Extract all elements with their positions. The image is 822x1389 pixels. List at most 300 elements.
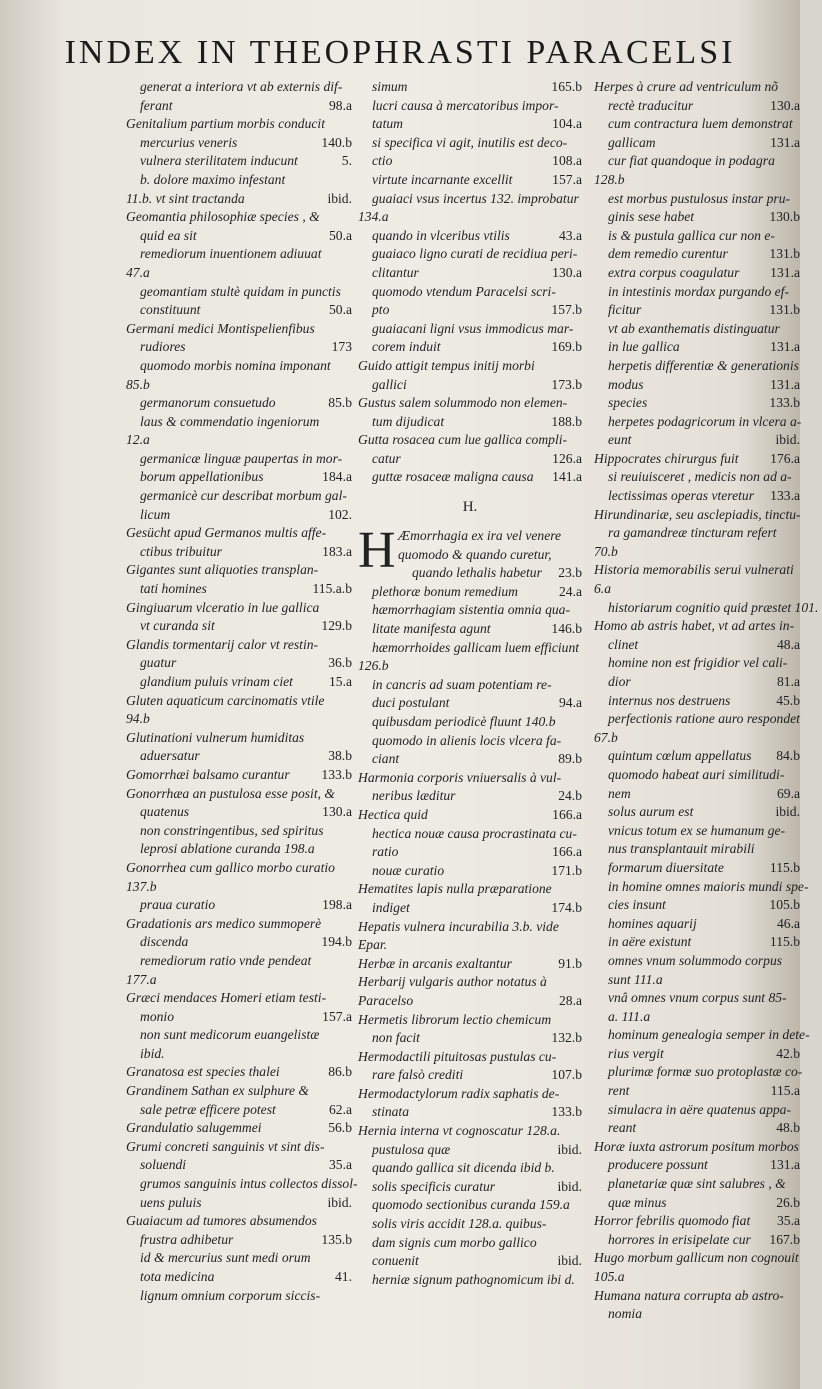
index-entry-line <box>126 1156 352 1175</box>
index-entry-line <box>594 1231 800 1250</box>
entry-text: guatur <box>140 655 177 671</box>
index-entry-line <box>358 264 582 283</box>
index-entry-line <box>126 208 352 227</box>
entry-text: vnicus totum ex se humanum ge- <box>608 822 786 838</box>
entry-reference <box>578 134 582 153</box>
entry-reference <box>348 859 352 878</box>
entry-text: glandium puluis vrinam ciet <box>140 674 293 689</box>
entry-text: neribus læditur <box>372 788 456 804</box>
entry-text: id & mercurius sunt medi orum <box>140 1250 311 1266</box>
entry-text: remediorum inuentionem adiuuat <box>140 246 322 262</box>
entry-text: Gingiuarum vlceratio in lue gallica <box>126 599 320 615</box>
index-entry-line <box>594 617 800 636</box>
entry-text: cur fiat quandoque in podagra <box>608 153 775 169</box>
entry-text: 126.b <box>358 658 389 674</box>
index-entry-line <box>358 1178 582 1197</box>
entry-reference <box>801 506 805 525</box>
entry-text: 177.a <box>126 971 157 987</box>
index-entry-line <box>358 97 582 116</box>
drop-cap-line-1: Æmorrhagia ex ira vel venere <box>398 528 562 544</box>
entry-text: 67.b <box>594 729 618 745</box>
index-entry-line <box>358 918 582 937</box>
entry-reference <box>348 115 352 134</box>
index-entry-line <box>358 843 582 862</box>
entry-text: Gesücht apud Germanos multis affe- <box>126 525 327 541</box>
entry-reference: 183.a <box>322 543 352 559</box>
entry-text: Hematites lapis nulla præparatione <box>358 881 552 897</box>
entry-text: quæ minus <box>608 1194 667 1210</box>
entry-reference <box>348 971 352 990</box>
entry-reference: 166.a <box>552 806 582 822</box>
entry-text: Homo ab astris habet, vt ad artes in- <box>594 618 795 634</box>
entry-reference <box>801 413 805 432</box>
entry-text: ctio <box>372 153 393 169</box>
entry-reference: 56.b <box>328 1120 352 1136</box>
entry-reference <box>578 357 582 376</box>
index-entry-line <box>594 1026 810 1045</box>
index-entry-line <box>594 1175 800 1194</box>
entry-reference: 130.a <box>770 97 800 113</box>
entry-text: si specifica vi agit, inutilis est deco- <box>372 134 568 150</box>
entry-reference: 85.b <box>328 395 352 411</box>
index-entry-line <box>126 283 352 302</box>
entry-text: omnes vnum solummodo corpus <box>608 952 783 968</box>
entry-text: in cancris ad suam potentiam re- <box>372 676 552 692</box>
entry-text: Historia memorabilis serui vulnerati <box>594 562 794 578</box>
entry-reference <box>348 915 352 934</box>
entry-text: borum appellationibus <box>140 469 264 485</box>
index-entry-line <box>358 227 582 246</box>
entry-reference <box>348 692 352 711</box>
index-entry-line <box>358 973 582 992</box>
entry-text: non facit <box>372 1030 420 1046</box>
index-entry-line <box>358 694 582 713</box>
entry-text: guaiaco ligno curati de recidiua peri- <box>372 246 578 262</box>
index-entry-line <box>594 599 819 618</box>
entry-text: Gradationis ars medico summoperè <box>126 915 322 931</box>
entry-reference: 131.a <box>770 134 800 150</box>
index-entry-line <box>358 787 582 806</box>
index-entry-line <box>126 338 352 357</box>
index-entry-line <box>594 394 800 413</box>
index-entry-line <box>126 933 352 952</box>
entry-reference <box>578 769 582 788</box>
index-entry-line <box>126 1063 352 1082</box>
entry-text: in intestinis mordax purgando ef- <box>608 283 789 299</box>
entry-reference <box>578 1122 582 1141</box>
entry-text: solis viris accidit 128.a. quibus- <box>372 1216 547 1232</box>
entry-reference: 157.a <box>322 1008 352 1024</box>
index-entry-line <box>358 1196 582 1215</box>
entry-text: guaiaci vsus incertus 132. improbatur <box>372 190 579 206</box>
index-entry-line <box>594 450 800 469</box>
index-entry-line <box>594 78 800 97</box>
entry-reference <box>796 729 800 748</box>
index-entry-line <box>358 1252 582 1271</box>
index-entry-line <box>594 208 800 227</box>
entry-reference <box>348 171 352 190</box>
index-entry-line <box>126 1249 352 1268</box>
index-entry-line <box>358 936 582 955</box>
entry-reference <box>348 264 352 283</box>
index-entry-line <box>126 1119 352 1138</box>
entry-text: clitantur <box>372 264 419 280</box>
index-entry-line <box>126 506 352 525</box>
entry-text: vt ab exanthematis distinguatur <box>608 320 780 336</box>
entry-text: solis specificis curatur <box>372 1178 496 1194</box>
index-entry-line <box>126 301 352 320</box>
index-column-1 <box>126 78 358 1389</box>
entry-reference: 50.a <box>328 227 352 243</box>
index-entry-line <box>126 171 352 190</box>
index-entry-line <box>126 1082 352 1101</box>
index-entry-line <box>358 676 582 695</box>
entry-reference <box>796 543 800 562</box>
entry-reference <box>348 561 352 580</box>
index-entry-line <box>594 1194 800 1213</box>
index-entry-line <box>594 152 800 171</box>
entry-reference <box>348 487 352 506</box>
entry-text: ra gamandreæ tincturam refert <box>608 525 777 541</box>
index-entry-line <box>594 1287 800 1306</box>
index-entry-line <box>126 487 352 506</box>
entry-reference: 131.a <box>770 264 800 280</box>
entry-reference <box>578 1196 582 1215</box>
entry-text: Glutinationi vulnerum humiditas <box>126 729 305 745</box>
entry-reference <box>348 1138 352 1157</box>
entry-text: laus & commendatio ingeniorum <box>140 413 320 429</box>
index-entry-line <box>358 171 582 190</box>
entry-reference: 157.b <box>551 302 582 318</box>
entry-text: Gonorrhea cum gallico morbo curatio <box>126 859 335 875</box>
entry-text: reant <box>608 1120 637 1136</box>
index-entry-line <box>594 673 800 692</box>
index-entry-line <box>594 580 800 599</box>
index-entry-line <box>358 413 582 432</box>
index-entry-line <box>358 992 582 1011</box>
index-entry-line <box>358 1271 582 1290</box>
index-entry-line <box>594 747 800 766</box>
entry-text: est morbus pustulosus instar pru- <box>608 190 791 206</box>
index-entry-line <box>126 599 352 618</box>
entry-text: Genitalium partium morbis conducit <box>126 116 325 132</box>
entry-reference <box>578 732 582 751</box>
entry-text: formarum diuersitate <box>608 859 724 875</box>
entry-reference: 91.b <box>558 955 582 971</box>
index-entry-line <box>126 840 352 859</box>
index-entry-line <box>126 1138 352 1157</box>
index-entry-line <box>358 713 582 732</box>
entry-reference <box>579 639 583 658</box>
entry-text: remediorum ratio vnde pendeat <box>140 952 312 968</box>
entry-reference <box>796 190 800 209</box>
entry-text: geomantiam stultè quidam in punctis <box>140 283 341 299</box>
entry-text: monio <box>140 1008 174 1024</box>
entry-reference <box>348 320 352 339</box>
entry-reference: 24.b <box>558 788 582 804</box>
index-entry-line <box>126 264 352 283</box>
entry-reference: 81.a <box>776 674 800 689</box>
drop-cap-h: H <box>358 522 396 580</box>
index-entry-line <box>594 376 800 395</box>
entry-text: 105.a <box>594 1269 625 1284</box>
index-entry-line <box>594 1101 800 1120</box>
index-entry-line <box>126 617 352 636</box>
index-entry-line <box>358 78 582 97</box>
index-entry-line <box>126 97 352 116</box>
index-entry-line <box>126 413 352 432</box>
entry-reference <box>796 1008 800 1027</box>
entry-reference <box>579 190 583 209</box>
entry-text: Hermodactili pituitosas pustulas cu- <box>358 1048 557 1064</box>
entry-text: rent <box>608 1083 630 1099</box>
index-entry-line <box>594 115 800 134</box>
entry-text: clinet <box>608 636 639 652</box>
index-entry-line <box>594 952 800 971</box>
entry-reference <box>796 580 800 599</box>
entry-reference <box>796 171 800 190</box>
entry-reference <box>796 320 800 339</box>
page-header-title: INDEX IN THEOPHRASTI PARACELSI <box>64 34 736 71</box>
entry-text: Hepatis vulnera incurabilia 3.b. vide <box>358 918 559 934</box>
entry-text: quando in vlceribus vtilis <box>372 227 510 243</box>
entry-reference: 26.b <box>776 1194 800 1210</box>
entry-text: perfectionis ratione auro respondet <box>608 711 800 727</box>
index-entry-line <box>126 692 352 711</box>
index-entry-line <box>126 989 352 1008</box>
entry-reference: 5. <box>341 153 352 169</box>
entry-reference <box>348 376 352 395</box>
entry-reference: ibid. <box>557 1178 582 1194</box>
entry-reference <box>348 208 352 227</box>
entry-reference: ibid. <box>327 1194 352 1210</box>
entry-text: generat a interiora vt ab externis dif- <box>140 79 343 94</box>
index-entry-line <box>126 78 352 97</box>
entry-text: Herbæ in arcanis exaltantur <box>358 955 512 971</box>
index-entry-line <box>594 654 800 673</box>
index-entry-line <box>594 785 800 804</box>
entry-reference <box>578 918 582 937</box>
entry-text: Germani medici Montispelienfibus <box>126 320 315 336</box>
entry-text: quando lethalis habetur <box>412 565 542 581</box>
index-entry-line <box>126 543 352 562</box>
index-entry-line <box>126 1026 352 1045</box>
index-entry-line <box>126 1194 352 1213</box>
entry-text: Paracelso <box>358 992 414 1008</box>
index-entry-line <box>126 803 352 822</box>
entry-reference <box>578 880 582 899</box>
entry-reference: 126.a <box>552 450 582 466</box>
entry-text: Geomantia philosophiæ species , & <box>126 209 320 225</box>
index-entry-line <box>126 450 352 469</box>
index-entry-line <box>126 524 352 543</box>
entry-text: ctibus tribuitur <box>140 543 222 559</box>
entry-reference <box>348 878 352 897</box>
entry-text: herniæ signum pathognomicum ibi d. <box>372 1271 575 1287</box>
index-entry-line <box>358 880 582 899</box>
entry-reference: 69.a <box>776 785 800 801</box>
drop-cap-line-2: quomodo & quando curetur, <box>398 546 552 562</box>
entry-text: Græci mendaces Homeri etiam testi- <box>126 990 327 1006</box>
index-entry-line <box>594 1212 800 1231</box>
entry-text: quomodo habeat auri similitudi- <box>608 766 785 782</box>
entry-text: internus nos destruens <box>608 692 731 708</box>
entry-reference <box>796 283 800 302</box>
entry-reference: ibid. <box>775 804 800 820</box>
entry-text: non sunt medicorum euangelistæ <box>140 1027 320 1043</box>
index-entry-line <box>594 1305 800 1324</box>
entry-text: Hippocrates chirurgus fuit <box>594 450 739 466</box>
entry-reference <box>578 676 582 695</box>
entry-reference: 98.a <box>328 97 352 113</box>
index-entry-line <box>126 1212 352 1231</box>
entry-text: Grandulatio salugemmei <box>126 1120 262 1136</box>
entry-reference <box>348 413 352 432</box>
index-entry-line <box>358 115 582 134</box>
index-entry-line <box>594 971 800 990</box>
entry-reference <box>348 840 352 859</box>
index-entry-line <box>358 357 582 376</box>
entry-text: quomodo sectionibus curanda 159.a <box>372 1197 570 1213</box>
entry-text: Gustus salem solummodo non elemen- <box>358 395 568 411</box>
entry-text: a. 111.a <box>608 1008 651 1024</box>
index-entry-line <box>594 301 800 320</box>
index-entry-line <box>594 283 800 302</box>
index-entry-line <box>358 955 582 974</box>
entry-reference <box>348 1045 352 1064</box>
entry-reference <box>578 1048 582 1067</box>
index-entry-line <box>126 1268 352 1287</box>
index-entry-line <box>594 933 800 952</box>
entry-text: cies insunt <box>608 897 666 913</box>
index-entry-line <box>126 673 352 692</box>
index-entry-line <box>126 431 352 450</box>
index-entry-line <box>358 601 582 620</box>
entry-reference <box>348 1212 352 1231</box>
entry-reference: 129.b <box>321 618 352 634</box>
index-entry-line <box>126 152 352 171</box>
entry-reference: 115.b <box>769 859 800 875</box>
entry-text: quomodo in alienis locis vlcera fa- <box>372 732 562 748</box>
entry-text: ginis sese habet <box>608 209 695 225</box>
index-entry-line <box>126 766 352 785</box>
index-entry-line <box>126 1231 352 1250</box>
index-entry-line <box>594 264 800 283</box>
entry-text: Gutta rosacea cum lue gallica compli- <box>358 432 568 448</box>
entry-reference: 42.b <box>776 1045 800 1061</box>
entry-reference <box>818 599 822 618</box>
entry-reference <box>796 654 800 673</box>
entry-text: Harmonia corporis vniuersalis à vul- <box>358 769 562 785</box>
entry-text: quatenus <box>140 804 190 820</box>
index-entry-line <box>358 245 582 264</box>
index-entry-line <box>358 583 582 602</box>
index-entry-line <box>126 357 352 376</box>
entry-reference <box>348 636 352 655</box>
entry-text: herpetes podagricorum in vlcera a- <box>608 413 802 429</box>
entry-text: quintum cœlum appellatus <box>608 748 752 764</box>
index-entry-line <box>594 171 800 190</box>
entry-reference: 115.a.b <box>312 581 352 597</box>
index-entry-line <box>126 785 352 804</box>
index-entry-line <box>358 134 582 153</box>
entry-text: praua curatio <box>140 897 216 913</box>
index-entry-line <box>126 729 352 748</box>
entry-text: aduersatur <box>140 748 200 764</box>
entry-text: 47.a <box>126 264 150 280</box>
entry-reference: 48.b <box>776 1120 800 1136</box>
entry-text: frustra adhibetur <box>140 1231 234 1247</box>
index-entry-line <box>594 822 800 841</box>
entry-reference <box>348 599 352 618</box>
entry-text: Grandinem Sathan ex sulphure & <box>126 1083 309 1099</box>
index-entry-line <box>594 692 800 711</box>
index-entry-line <box>358 190 582 209</box>
entry-text: modus <box>608 376 644 392</box>
entry-reference <box>578 657 582 676</box>
index-entry-line <box>126 1287 352 1306</box>
entry-reference <box>796 115 800 134</box>
entry-reference <box>796 766 800 785</box>
entry-text: horrores in erisipelate cur <box>608 1231 751 1247</box>
entry-reference: 132.b <box>551 1030 582 1046</box>
index-entry-line <box>126 394 352 413</box>
entry-reference <box>348 450 352 469</box>
index-entry-line <box>594 710 800 729</box>
entry-text: Hermetis librorum lectio chemicum <box>358 1011 552 1027</box>
entry-reference <box>578 1234 582 1253</box>
index-entry-line <box>594 487 800 506</box>
entry-reference: 169.b <box>551 339 582 355</box>
entry-reference <box>796 952 800 971</box>
entry-reference: 115.b <box>769 934 800 950</box>
entry-reference <box>796 561 800 580</box>
entry-reference <box>796 78 800 97</box>
entry-reference: 146.b <box>551 621 582 637</box>
index-entry-line <box>358 825 582 844</box>
index-entry-line <box>358 899 582 918</box>
entry-text: ficitur <box>608 302 642 318</box>
index-entry-line <box>126 710 352 729</box>
entry-text: guaiacani ligni vsus immodicus mar- <box>372 320 574 336</box>
entry-text: rectè traducitur <box>608 97 694 113</box>
entry-text: quomodo vtendum Paracelsi scri- <box>372 283 556 299</box>
entry-reference <box>348 78 352 97</box>
entry-reference <box>578 431 582 450</box>
index-entry-line <box>358 152 582 171</box>
index-entry-line <box>358 1066 582 1085</box>
entry-text: cum contractura luem demonstrat <box>608 116 793 132</box>
entry-reference <box>796 1175 800 1194</box>
entry-reference <box>578 1271 582 1290</box>
entry-text: Horror febrilis quomodo fiat <box>594 1213 751 1229</box>
entry-reference <box>348 785 352 804</box>
entry-text: Hermodactylorum radix saphatis de- <box>358 1085 560 1101</box>
entry-text: Guaiacum ad tumores absumendos <box>126 1213 317 1229</box>
index-entry-line <box>358 450 582 469</box>
index-entry-line <box>358 1011 582 1030</box>
entry-text: hectica nouæ causa procrastinata cu- <box>372 825 577 841</box>
entry-text: plurimæ formæ suo protoplastæ co- <box>608 1064 803 1080</box>
entry-text: vt curanda sit <box>140 618 215 634</box>
index-entry-line <box>594 357 800 376</box>
entry-reference <box>348 357 352 376</box>
entry-text: vulnera sterilitatem inducunt <box>140 153 298 169</box>
entry-text: in lue gallica <box>608 339 680 355</box>
entry-reference: 131.b <box>769 302 800 318</box>
entry-reference: 24.a <box>558 583 582 599</box>
entry-reference <box>348 431 352 450</box>
